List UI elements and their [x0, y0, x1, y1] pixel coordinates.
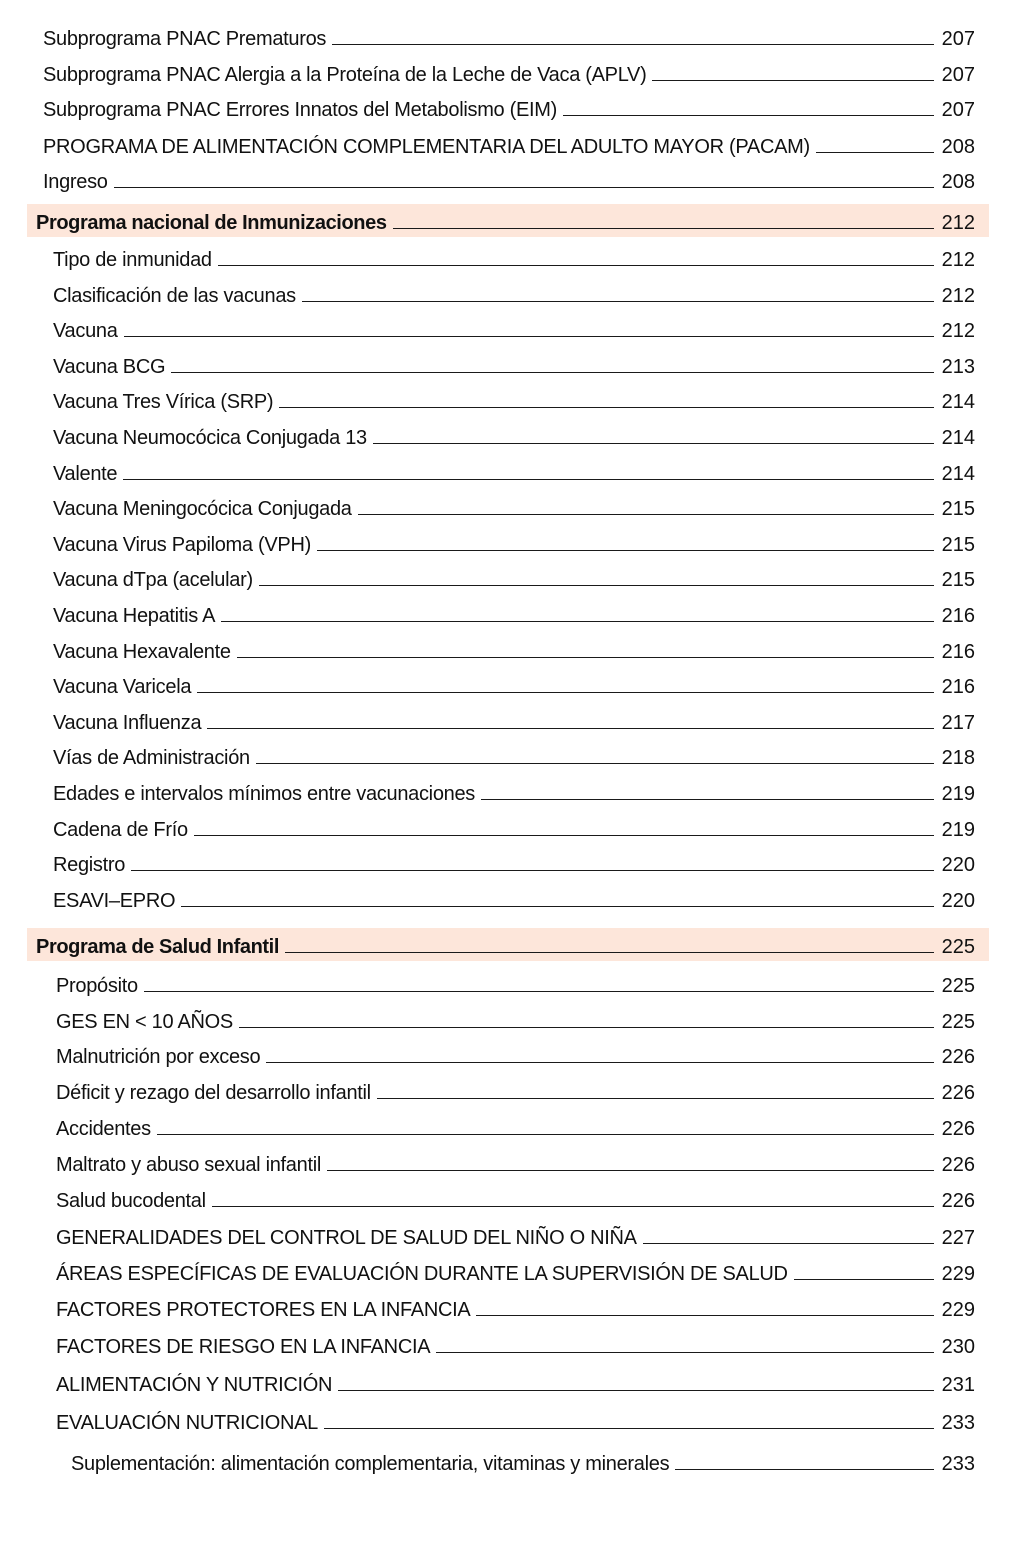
- toc-leader-line: [377, 1098, 934, 1099]
- toc-leader-line: [358, 514, 934, 515]
- toc-section-inmunizaciones[interactable]: [0, 204, 1015, 238]
- toc-entry-vacuna-vph[interactable]: [0, 526, 1015, 560]
- toc-entry-label: PROGRAMA DE ALIMENTACIÓN COMPLEMENTARIA DEL ADULTO MAYOR (PACAM): [43, 136, 810, 158]
- toc-entry-vacuna-hepatitis-a[interactable]: [0, 597, 1015, 631]
- toc-leader-line: [171, 372, 934, 373]
- toc-leader-line: [221, 621, 934, 622]
- toc-entry-vacuna-bcg[interactable]: [0, 348, 1015, 382]
- toc-entry-vacuna-tres-virica[interactable]: [0, 383, 1015, 417]
- toc-entry-suplementacion[interactable]: [0, 1445, 1015, 1479]
- toc-entry-label: Vacuna Hexavalente: [53, 641, 231, 663]
- toc-page-number: 215: [941, 534, 975, 556]
- toc-page-number: 226: [941, 1190, 975, 1212]
- toc-entry-label: ALIMENTACIÓN Y NUTRICIÓN: [56, 1374, 333, 1396]
- toc-leader-line: [332, 44, 934, 45]
- toc-entry-edades-intervalos[interactable]: [0, 775, 1015, 809]
- toc-entry-ingreso[interactable]: [0, 163, 1015, 197]
- toc-page-number: 207: [941, 64, 975, 86]
- toc-entry-malnutricion-exceso[interactable]: [0, 1038, 1015, 1072]
- toc-entry-pnac-aplv[interactable]: [0, 56, 1015, 90]
- toc-entry-proposito[interactable]: [0, 967, 1015, 1001]
- toc-page-number: 208: [941, 136, 975, 158]
- toc-page-number: 217: [941, 712, 975, 734]
- toc-entry-label: GENERALIDADES DEL CONTROL DE SALUD DEL NIÑO O NIÑA: [56, 1227, 637, 1249]
- toc-entry-label: Accidentes: [56, 1118, 151, 1140]
- toc-entry-label: Malnutrición por exceso: [56, 1046, 261, 1068]
- toc-entry-label: Maltrato y abuso sexual infantil: [56, 1154, 321, 1176]
- toc-entry-label: Subprograma PNAC Alergia a la Proteína de la Leche de Vaca (APLV): [43, 64, 647, 86]
- toc-leader-line: [563, 115, 934, 116]
- toc-leader-line: [279, 407, 934, 408]
- toc-leader-line: [207, 728, 934, 729]
- toc-page-number: 216: [941, 605, 975, 627]
- toc-entry-clasificacion-vacunas[interactable]: [0, 277, 1015, 311]
- toc-entry-label: FACTORES DE RIESGO EN LA INFANCIA: [56, 1336, 431, 1358]
- toc-page-number: 225: [941, 936, 975, 958]
- toc-page-number: 208: [941, 171, 975, 193]
- toc-leader-line: [481, 799, 934, 800]
- toc-entry-vacuna-dtpa[interactable]: [0, 561, 1015, 595]
- toc-entry-vacuna-varicela[interactable]: [0, 668, 1015, 702]
- toc-entry-deficit-rezago[interactable]: [0, 1074, 1015, 1108]
- toc-leader-line: [131, 870, 934, 871]
- toc-entry-label: Tipo de inmunidad: [53, 249, 212, 271]
- toc-page-number: 216: [941, 676, 975, 698]
- toc-entry-vacuna[interactable]: [0, 312, 1015, 346]
- toc-page-number: 227: [941, 1227, 975, 1249]
- toc-leader-line: [197, 692, 934, 693]
- toc-page-number: 229: [941, 1299, 975, 1321]
- toc-entry-ges-10-anos[interactable]: [0, 1003, 1015, 1037]
- toc-entry-label: EVALUACIÓN NUTRICIONAL: [56, 1412, 318, 1434]
- toc-page-number: 218: [941, 747, 975, 769]
- toc-entry-label: Vacuna dTpa (acelular): [53, 569, 253, 591]
- toc-page-number: 214: [941, 391, 975, 413]
- toc-leader-line: [266, 1062, 934, 1063]
- toc-entry-label: Vacuna: [53, 320, 118, 342]
- toc-leader-line: [218, 265, 934, 266]
- toc-entry-evaluacion-nutricional[interactable]: [0, 1404, 1015, 1438]
- toc-leader-line: [393, 228, 934, 229]
- toc-leader-line: [324, 1428, 934, 1429]
- toc-page-number: 230: [941, 1336, 975, 1358]
- toc-leader-line: [256, 763, 934, 764]
- toc-leader-line: [123, 479, 934, 480]
- toc-entry-vias-administracion[interactable]: [0, 739, 1015, 773]
- toc-leader-line: [239, 1027, 934, 1028]
- toc-entry-label: Valente: [53, 463, 118, 485]
- toc-entry-label: Vacuna Meningocócica Conjugada: [53, 498, 352, 520]
- toc-page-number: 229: [941, 1263, 975, 1285]
- toc-entry-label: Registro: [53, 854, 126, 876]
- toc-leader-line: [327, 1170, 934, 1171]
- toc-page-number: 214: [941, 427, 975, 449]
- toc-leader-line: [181, 906, 934, 907]
- toc-page-number: 231: [941, 1374, 975, 1396]
- toc-leader-line: [194, 835, 934, 836]
- toc-page-number: 207: [941, 28, 975, 50]
- toc-page-number: 225: [941, 975, 975, 997]
- toc-entry-tipo-inmunidad[interactable]: [0, 241, 1015, 275]
- toc-entry-alimentacion-nutricion[interactable]: [0, 1366, 1015, 1400]
- toc-entry-label: Suplementación: alimentación complementaria, vitaminas y minerales: [71, 1453, 670, 1475]
- toc-leader-line: [436, 1352, 934, 1353]
- toc-entry-generalidades-control[interactable]: [0, 1219, 1015, 1253]
- toc-entry-label: Vacuna Neumocócica Conjugada 13: [53, 427, 367, 449]
- toc-entry-label: Subprograma PNAC Prematuros: [43, 28, 327, 50]
- toc-entry-label: Déficit y rezago del desarrollo infantil: [56, 1082, 371, 1104]
- toc-page-number: 219: [941, 783, 975, 805]
- toc-entry-label: Cadena de Frío: [53, 819, 188, 841]
- toc-entry-valente[interactable]: [0, 455, 1015, 489]
- toc-page-number: 213: [941, 356, 975, 378]
- toc-entry-label: Vías de Administración: [53, 747, 250, 769]
- toc-page-number: 214: [941, 463, 975, 485]
- toc-entry-label: ÁREAS ESPECÍFICAS DE EVALUACIÓN DURANTE LA SUPERVISIÓN DE SALUD: [56, 1263, 788, 1285]
- toc-leader-line: [212, 1206, 934, 1207]
- toc-leader-line: [259, 585, 934, 586]
- toc-entry-label: ESAVI–EPRO: [53, 890, 176, 912]
- toc-page-number: 215: [941, 498, 975, 520]
- toc-page-number: 220: [941, 854, 975, 876]
- toc-page-number: 225: [941, 1011, 975, 1033]
- toc-leader-line: [285, 952, 934, 953]
- toc-entry-areas-especificas[interactable]: [0, 1255, 1015, 1289]
- toc-entry-accidentes[interactable]: [0, 1110, 1015, 1144]
- toc-entry-label: Ingreso: [43, 171, 108, 193]
- toc-leader-line: [114, 187, 934, 188]
- toc-entry-label: Vacuna Virus Papiloma (VPH): [53, 534, 311, 556]
- toc-entry-label: Vacuna BCG: [53, 356, 166, 378]
- toc-page-number: 212: [941, 320, 975, 342]
- toc-page-number: 212: [941, 249, 975, 271]
- toc-entry-label: Propósito: [56, 975, 138, 997]
- toc-page-number: 226: [941, 1082, 975, 1104]
- toc-leader-line: [816, 152, 934, 153]
- toc-entry-pacam[interactable]: [0, 128, 1015, 162]
- toc-entry-esavi-epro[interactable]: [0, 882, 1015, 916]
- toc-entry-label: Salud bucodental: [56, 1190, 206, 1212]
- toc-page-number: 207: [941, 99, 975, 121]
- toc-entry-label: GES EN < 10 AÑOS: [56, 1011, 233, 1033]
- toc-page-number: 219: [941, 819, 975, 841]
- toc-leader-line: [144, 991, 934, 992]
- toc-section-title: Programa de Salud Infantil: [36, 936, 279, 958]
- toc-leader-line: [794, 1279, 934, 1280]
- toc-entry-salud-bucodental[interactable]: [0, 1182, 1015, 1216]
- toc-leader-line: [373, 443, 934, 444]
- toc-entry-cadena-frio[interactable]: [0, 811, 1015, 845]
- toc-page-number: 216: [941, 641, 975, 663]
- toc-page-number: 215: [941, 569, 975, 591]
- toc-entry-pnac-eim[interactable]: [0, 91, 1015, 125]
- toc-entry-vacuna-meningococica[interactable]: [0, 490, 1015, 524]
- toc-entry-vacuna-neumococica[interactable]: [0, 419, 1015, 453]
- toc-entry-pnac-prematuros[interactable]: [0, 20, 1015, 54]
- toc-section-salud-infantil[interactable]: [0, 928, 1015, 962]
- toc-page-number: 212: [941, 285, 975, 307]
- toc-page-number: 233: [941, 1412, 975, 1434]
- toc-page-number: 226: [941, 1154, 975, 1176]
- toc-page-number: 233: [941, 1453, 975, 1475]
- toc-leader-line: [302, 301, 934, 302]
- toc-entry-label: Vacuna Influenza: [53, 712, 202, 734]
- toc-leader-line: [237, 657, 934, 658]
- toc-entry-label: Vacuna Hepatitis A: [53, 605, 216, 627]
- toc-entry-label: Edades e intervalos mínimos entre vacunaciones: [53, 783, 475, 805]
- toc-page-number: 212: [941, 212, 975, 234]
- toc-entry-vacuna-influenza[interactable]: [0, 704, 1015, 738]
- toc-entry-vacuna-hexavalente[interactable]: [0, 633, 1015, 667]
- toc-page-number: 226: [941, 1046, 975, 1068]
- toc-page-number: 220: [941, 890, 975, 912]
- toc-entry-label: Vacuna Varicela: [53, 676, 192, 698]
- toc-leader-line: [338, 1390, 934, 1391]
- toc-leader-line: [476, 1315, 934, 1316]
- toc-leader-line: [317, 550, 934, 551]
- toc-entry-maltrato-abuso[interactable]: [0, 1146, 1015, 1180]
- toc-entry-label: Vacuna Tres Vírica (SRP): [53, 391, 274, 413]
- toc-section-title: Programa nacional de Inmunizaciones: [36, 212, 387, 234]
- toc-leader-line: [643, 1243, 934, 1244]
- toc-leader-line: [124, 336, 934, 337]
- toc-page-number: 226: [941, 1118, 975, 1140]
- toc-entry-label: Clasificación de las vacunas: [53, 285, 296, 307]
- toc-leader-line: [652, 80, 934, 81]
- toc-entry-factores-riesgo[interactable]: [0, 1328, 1015, 1362]
- toc-entry-registro[interactable]: [0, 846, 1015, 880]
- toc-leader-line: [157, 1134, 934, 1135]
- toc-entry-label: FACTORES PROTECTORES EN LA INFANCIA: [56, 1299, 471, 1321]
- toc-entry-factores-protectores[interactable]: [0, 1291, 1015, 1325]
- toc-leader-line: [675, 1469, 934, 1470]
- toc-entry-label: Subprograma PNAC Errores Innatos del Metabolismo (EIM): [43, 99, 558, 121]
